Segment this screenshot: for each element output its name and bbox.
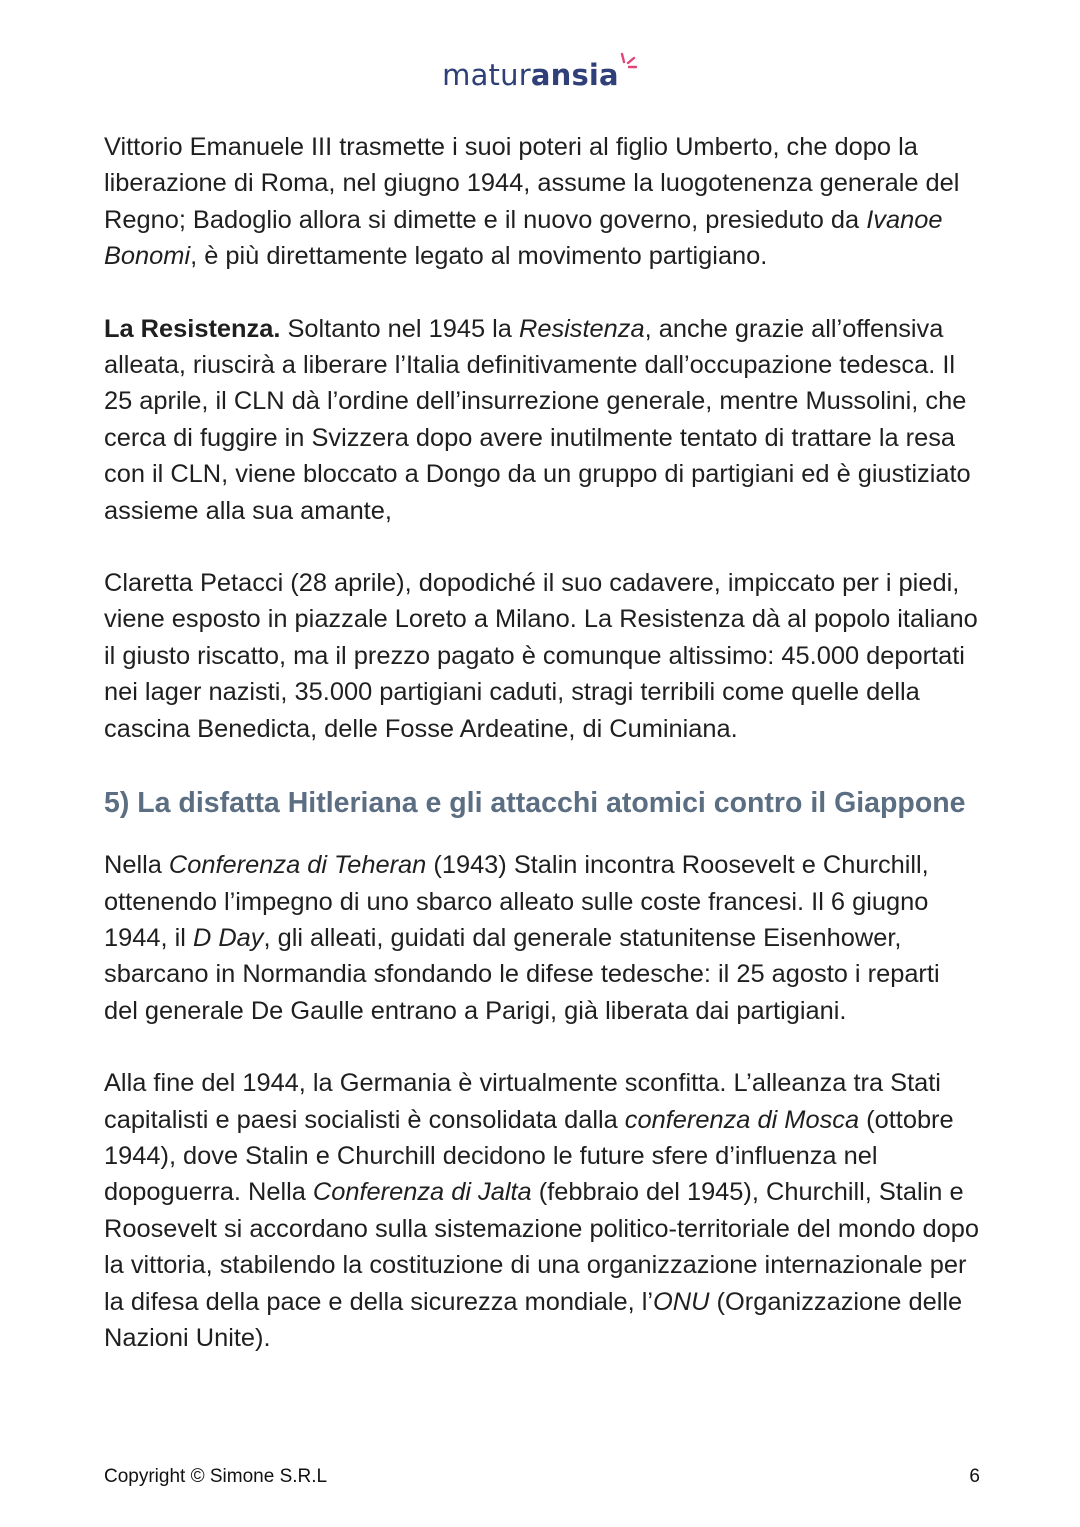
paragraph-3: Claretta Petacci (28 aprile), dopodiché il suo cadavere, impiccato per i piedi, viene esposto in piazzale Loreto a Milano. La Resistenza dà al popolo italiano il giusto riscatto, ma il prezzo pagato è comunque altissimo: 45.000 deportati nei lager nazisti, 35.000 partigiani caduti, stragi terribili come quelle della cascina Benedicta, delle Fosse Ardeatine, di Cuminiana.	[104, 569, 978, 743]
text-run: , gli alleati, guidati dal generale statunitense Eisenhower, sbarcano in Normandia sfondando le difese tedesche: il 25 agosto i reparti del generale De Gaulle entrano a Parigi, già liberata dai partigiani.	[104, 923, 940, 1025]
text-run: Soltanto nel 1945 la	[280, 314, 519, 343]
text-run: Nella	[104, 851, 169, 880]
italic-run: ONU	[653, 1287, 710, 1316]
italic-run: D Day	[192, 923, 264, 952]
brand-logo-part2: ansia	[530, 58, 619, 92]
page-body	[104, 129, 980, 1392]
brand-logo-part1: matur	[442, 58, 531, 92]
text-run: , anche grazie all’offensiva alleata, riuscirà a liberare l’Italia definitivamente dall’occupazione tedesca. Il 25 aprile, il CLN dà l’ordine dell’insurrezione generale, mentre Mussolini, che cerca di fuggire in Svizzera dopo avere inutilmente tentato di trattare la resa con il CLN, viene bloccato a Dongo da un gruppo di partigiani ed è giustiziato assieme alla sua amante,	[104, 314, 971, 525]
text-run: (Organizzazione delle Nazioni Unite).	[104, 1287, 963, 1352]
paragraph-5	[104, 1065, 980, 1356]
text-run: (1943) Stalin incontra Roosevelt e Churchill, ottenendo l’impegno di uno sbarco alleato sulle coste francesi. Il 6 giugno 1944, il	[104, 851, 929, 952]
text-run: (febbraio del 1945), Churchill, Stalin e Roosevelt si accordano sulla sistemazione politico-territoriale del mondo dopo la vittoria, stabilendo la costituzione di una organizzazione internazionale per la difesa della pace e della sicurezza mondiale, l’	[104, 1178, 980, 1316]
paragraph-2	[104, 311, 980, 529]
text-run: (ottobre 1944), dove Stalin e Churchill decidono le future sfere d’influenza nel dopoguerra. Nella	[104, 1105, 954, 1207]
text-run: Alla fine del 1944, la Germania è virtualmente sconfitta. L’alleanza tra Stati capitalisti e paesi socialisti è consolidata dalla	[104, 1069, 941, 1134]
section-heading: 5) La disfatta Hitleriana e gli attacchi atomici contro il Giappone	[104, 787, 966, 820]
paragraph-1	[104, 129, 980, 275]
spark-icon	[620, 52, 638, 72]
brand-logo	[0, 58, 1080, 92]
text-run: Vittorio Emanuele III trasmette i suoi poteri al figlio Umberto, che dopo la liberazione di Roma, nel giugno 1944, assume la luogotenenza generale del Regno; Badoglio allora si dimette e il nuovo governo, presieduto da	[104, 133, 960, 234]
text-run: , è più direttamente legato al movimento partigiano.	[190, 242, 768, 271]
copyright-text: Copyright © Simone S.R.L	[104, 1466, 328, 1487]
page-footer	[104, 1466, 980, 1488]
bold-lead: La Resistenza.	[104, 314, 281, 343]
paragraph-4	[104, 847, 980, 1029]
italic-run: Ivanoe Bonomi	[104, 205, 943, 271]
italic-run: conferenza di Mosca	[624, 1105, 860, 1134]
page-number: 6	[969, 1466, 980, 1487]
italic-run: Resistenza	[518, 314, 645, 343]
italic-run: Conferenza di Jalta	[312, 1178, 532, 1207]
italic-run: Conferenza di Teheran	[168, 851, 427, 880]
